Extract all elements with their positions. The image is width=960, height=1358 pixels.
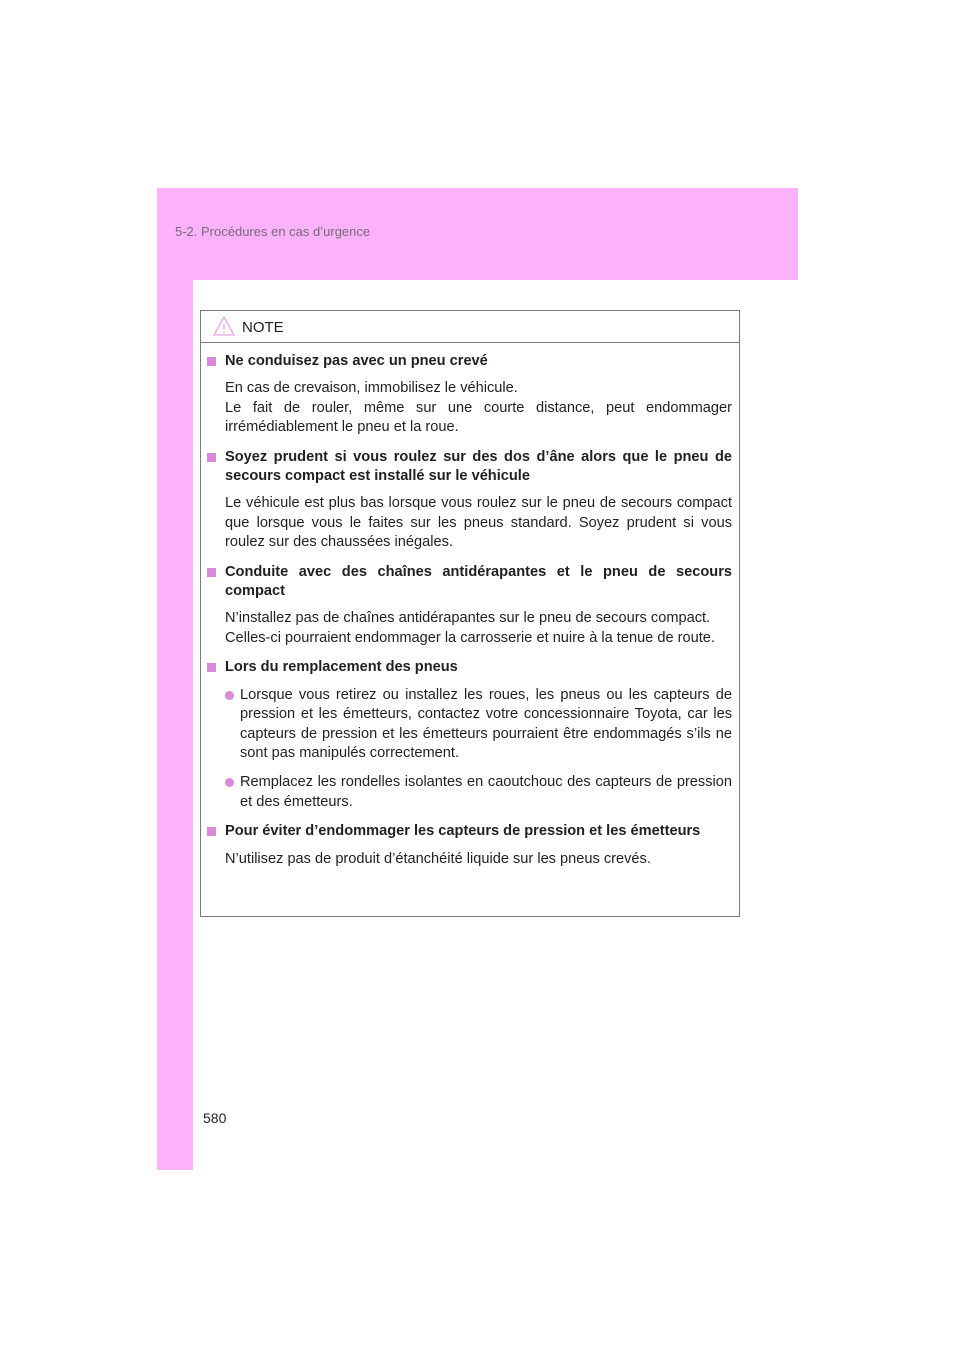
square-bullet-icon [207, 827, 216, 836]
note-box [200, 310, 740, 917]
item-paragraph: En cas de crevaison, immobilisez le véhicule. [225, 380, 518, 397]
side-band [157, 280, 193, 1170]
item-title: Soyez prudent si vous roulez sur des dos d’âne alors que le pneu de secours compact est installé sur le véhicule [207, 448, 732, 487]
square-bullet-icon [207, 568, 216, 577]
circle-bullet-icon [225, 691, 234, 700]
item-title: Lors du remplacement des pneus [207, 658, 732, 677]
item-title: Pour éviter d’endommager les capteurs de pression et les émetteurs [207, 822, 732, 841]
square-bullet-icon [207, 357, 216, 366]
square-bullet-icon [207, 663, 216, 672]
item-title: Conduite avec des chaînes antidérapantes et le pneu de secours compact [207, 563, 732, 602]
item-paragraph: Le véhicule est plus bas lorsque vous roulez sur le pneu de secours compact que lorsque vous le faites sur les pneus standard. Soyez prudent si vous roulez sur des chaussées inégales. [225, 495, 732, 551]
section-title: 5-2. Procédures en cas d’urgence [175, 224, 371, 239]
sub-bullet: Lorsque vous retirez ou installez les roues, les pneus ou les capteurs de pression et les émetteurs, contactez votre concessionnaire Toyota, car les capteurs de pression et les émetteurs pourraient être endommagés s’ils ne sont pas manipulés correctement. [207, 686, 732, 764]
note-item-tire-replacement [207, 658, 732, 812]
circle-bullet-icon [225, 778, 234, 787]
item-paragraph: Celles-ci pourraient endommager la carrosserie et nuire à la tenue de route. [225, 629, 715, 646]
item-title: Ne conduisez pas avec un pneu crevé [207, 352, 732, 371]
square-bullet-icon [207, 453, 216, 462]
note-label: NOTE [242, 319, 284, 336]
item-paragraph: N’installez pas de chaînes antidérapantes sur le pneu de secours compact. [225, 610, 711, 627]
page-number: 580 [203, 1110, 227, 1126]
note-body [201, 343, 739, 869]
note-header [201, 311, 739, 343]
sub-bullet: Remplacez les rondelles isolantes en caoutchouc des capteurs de pression et des émetteurs. [207, 773, 732, 812]
note-item-flat-tire [207, 352, 732, 438]
warning-triangle-icon [213, 316, 235, 341]
note-item-snow-chains [207, 563, 732, 649]
note-item-sensors [207, 822, 732, 869]
note-item-speed-bumps [207, 448, 732, 553]
item-paragraph: Le fait de rouler, même sur une courte distance, peut endommager irrémédiablement le pneu et la roue. [225, 399, 732, 436]
item-paragraph: N’utilisez pas de produit d’étanchéité liquide sur les pneus crevés. [225, 850, 651, 867]
